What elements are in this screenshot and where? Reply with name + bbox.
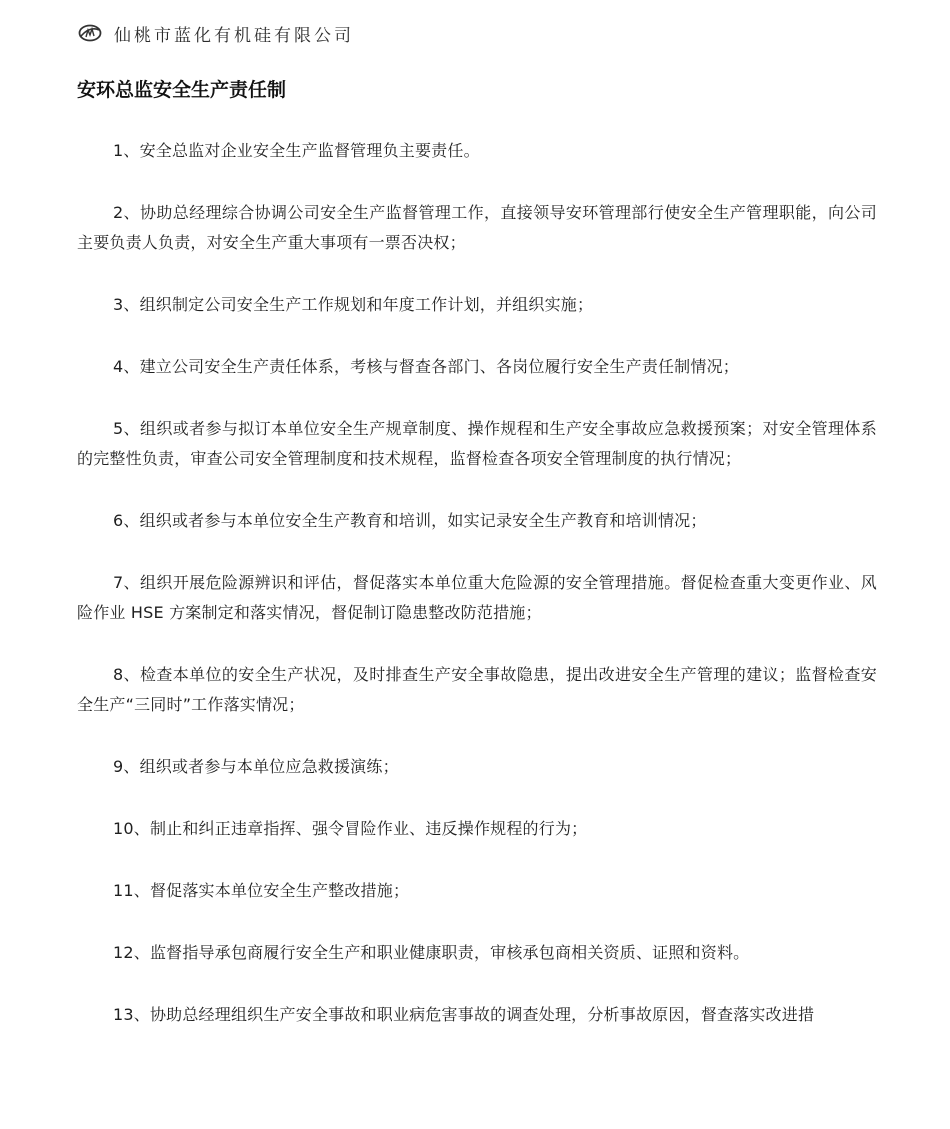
responsibility-item: 7、组织开展危险源辨识和评估，督促落实本单位重大危险源的安全管理措施。督促检查重大变更作业、风险作业 HSE 方案制定和落实情况，督促制订隐患整改防范措施； xyxy=(77,573,877,622)
responsibility-item: 6、组织或者参与本单位安全生产教育和培训，如实记录安全生产教育和培训情况； xyxy=(113,511,707,530)
responsibility-item: 8、检查本单位的安全生产状况，及时排查生产安全事故隐患，提出改进安全生产管理的建议；监督检查安全生产“三同时”工作落实情况； xyxy=(77,665,877,714)
company-name: 仙桃市蓝化有机硅有限公司 xyxy=(114,25,354,46)
document-title: 安环总监安全生产责任制 xyxy=(77,79,287,101)
responsibility-item: 2、协助总经理综合协调公司安全生产监督管理工作，直接领导安环管理部行使安全生产管理职能，向公司主要负责人负责，对安全生产重大事项有一票否决权； xyxy=(77,203,877,252)
responsibility-item: 12、监督指导承包商履行安全生产和职业健康职责，审核承包商相关资质、证照和资料。 xyxy=(113,943,750,962)
responsibility-item: 5、组织或者参与拟订本单位安全生产规章制度、操作规程和生产安全事故应急救援预案；对安全管理体系的完整性负责，审查公司安全管理制度和技术规程，监督检查各项安全管理制度的执行情况； xyxy=(77,419,877,468)
responsibility-item: 11、督促落实本单位安全生产整改措施； xyxy=(113,881,410,900)
responsibility-item: 1、安全总监对企业安全生产监督管理负主要责任。 xyxy=(113,141,480,160)
responsibility-item: 3、组织制定公司安全生产工作规划和年度工作计划，并组织实施； xyxy=(113,295,594,314)
responsibility-item: 9、组织或者参与本单位应急救援演练； xyxy=(113,757,399,776)
company-logo-icon xyxy=(78,24,102,42)
page-header xyxy=(78,19,354,47)
responsibility-item: 4、建立公司安全生产责任体系，考核与督查各部门、各岗位履行安全生产责任制情况； xyxy=(113,357,739,376)
document-body xyxy=(77,136,877,1062)
responsibility-item: 13、协助总经理组织生产安全事故和职业病危害事故的调查处理，分析事故原因，督查落实改进措 xyxy=(113,1005,815,1024)
responsibility-item: 10、制止和纠正违章指挥、强令冒险作业、违反操作规程的行为； xyxy=(113,819,588,838)
